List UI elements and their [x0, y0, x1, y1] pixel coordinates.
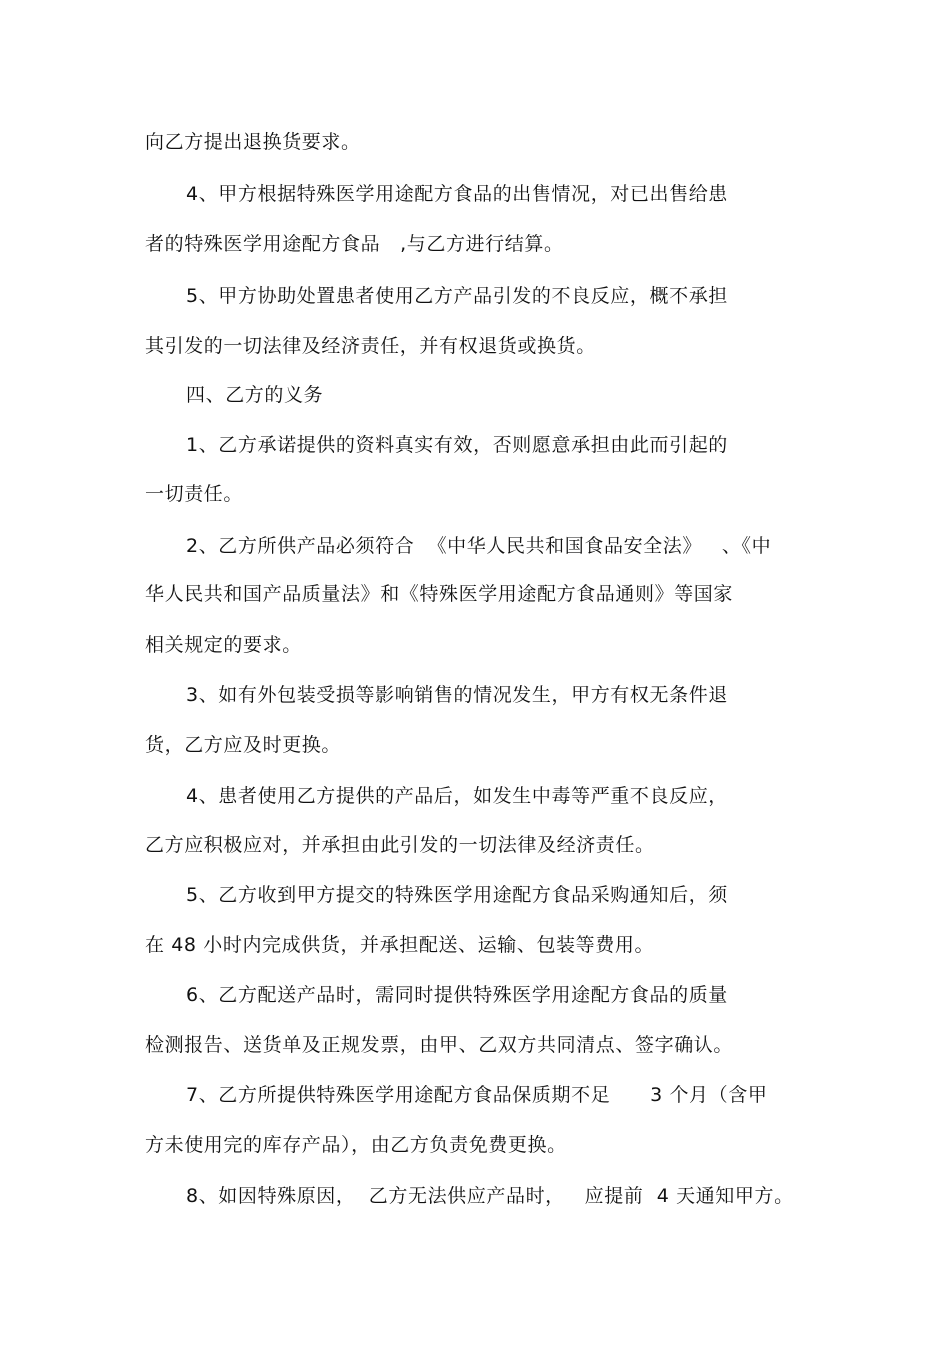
text-line: 货，乙方应及时更换。 — [145, 734, 342, 756]
text-line: 向乙方提出退换货要求。 — [145, 131, 361, 153]
text-line: 检测报告、送货单及正规发票，由甲、乙双方共同清点、签字确认。 — [145, 1034, 734, 1056]
text-line: 华人民共和国产品质量法》和《特殊医学用途配方食品通则》等国家 — [145, 583, 734, 605]
text-line: 2、乙方所供产品必须符合 《中华人民共和国食品安全法》 、《中 — [186, 535, 772, 557]
text-line: 其引发的一切法律及经济责任，并有权退货或换货。 — [145, 335, 596, 357]
text-line: 方未使用完的库存产品），由乙方负责免费更换。 — [145, 1134, 567, 1156]
text-line: 6、乙方配送产品时，需同时提供特殊医学用途配方食品的质量 — [186, 984, 728, 1006]
text-line: 相关规定的要求。 — [145, 634, 302, 656]
text-line: 7、乙方所提供特殊医学用途配方食品保质期不足 3 个月（含甲 — [186, 1084, 768, 1106]
text-line: 4、甲方根据特殊医学用途配方食品的出售情况，对已出售给患 — [186, 183, 728, 205]
text-line: 乙方应积极应对，并承担由此引发的一切法律及经济责任。 — [145, 834, 655, 856]
text-line: 一切责任。 — [145, 483, 244, 505]
text-line: 3、如有外包装受损等影响销售的情况发生，甲方有权无条件退 — [186, 684, 728, 706]
text-line: 者的特殊医学用途配方食品 ,与乙方进行结算。 — [145, 233, 564, 255]
section-heading: 四、乙方的义务 — [186, 384, 324, 406]
text-line: 8、如因特殊原因， 乙方无法供应产品时， 应提前 4 天通知甲方。 — [186, 1185, 794, 1207]
text-line: 在 48 小时内完成供货，并承担配送、运输、包装等费用。 — [145, 934, 655, 956]
text-line: 5、甲方协助处置患者使用乙方产品引发的不良反应，概不承担 — [186, 285, 728, 307]
text-line: 5、乙方收到甲方提交的特殊医学用途配方食品采购通知后，须 — [186, 884, 728, 906]
text-line: 1、乙方承诺提供的资料真实有效，否则愿意承担由此而引起的 — [186, 434, 728, 456]
text-line: 4、患者使用乙方提供的产品后，如发生中毒等严重不良反应， — [186, 785, 728, 807]
